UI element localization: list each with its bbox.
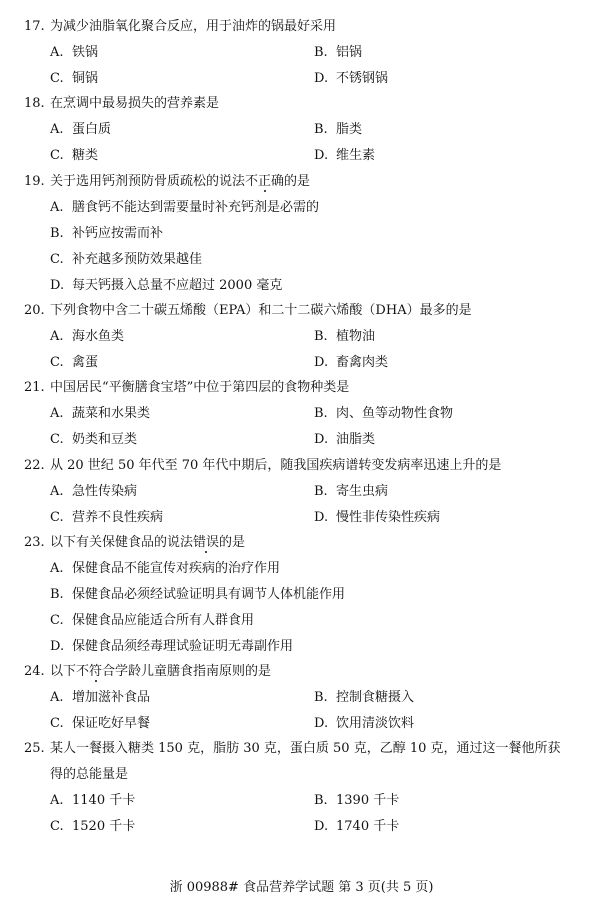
question-23 — [24, 530, 584, 660]
question-text: 从 20 世纪 50 年代至 70 年代中期后，随我国疾病谱转变发病率迅速上升的是 — [50, 458, 502, 473]
question-number: 21. — [24, 380, 45, 395]
question-21 — [24, 375, 584, 453]
option-c: C. 糖类 — [50, 148, 99, 163]
question-text-end: 的是 — [284, 174, 311, 189]
question-text: 为减少油脂氧化聚合反应，用于油炸的锅最好采用 — [50, 19, 337, 34]
option-a: A. 急性传染病 — [50, 484, 138, 499]
question-number: 22. — [24, 458, 45, 473]
option-d: D. 不锈钢锅 — [314, 71, 389, 86]
option-d: D. 保健食品须经毒理试验证明无毒副作用 — [50, 639, 294, 654]
question-22 — [24, 453, 584, 531]
option-b: B. 肉、鱼等动物性食物 — [314, 406, 454, 421]
option-b: B. 控制食糖摄入 — [314, 690, 415, 705]
question-24 — [24, 659, 584, 737]
option-a: A. 膳食钙不能达到需要量时补充钙剂是必需的 — [50, 200, 320, 215]
question-number: 19. — [24, 174, 45, 189]
option-b: B. 寄生虫病 — [314, 484, 389, 499]
option-c: C. 禽蛋 — [50, 355, 99, 370]
option-a: A. 蛋白质 — [50, 122, 112, 137]
question-18 — [24, 91, 584, 169]
option-c: C. 补充越多预防效果越佳 — [50, 252, 203, 267]
question-stem — [24, 530, 584, 556]
option-d: D. 畜禽肉类 — [314, 355, 389, 370]
question-stem — [24, 659, 584, 685]
question-text-continued: 得的总能量是 — [50, 767, 129, 782]
question-text: 关于选用钙剂预防骨质疏松的说法 — [50, 174, 246, 189]
option-b: B. 铝锅 — [314, 45, 363, 60]
question-stem — [24, 736, 584, 762]
emphasis-text: 不符合 — [76, 664, 116, 679]
option-a: A. 保健食品不能宣传对疾病的治疗作用 — [50, 561, 281, 576]
option-d: D. 饮用清淡饮料 — [314, 716, 415, 731]
question-number: 23. — [24, 535, 45, 550]
option-a: A. 海水鱼类 — [50, 329, 125, 344]
question-text: 中国居民“平衡膳食宝塔”中位于第四层的食物种类是 — [50, 380, 350, 395]
option-c: C. 铜锅 — [50, 71, 99, 86]
question-text: 以下 — [50, 664, 77, 679]
emphasis-text: 错误 — [193, 535, 220, 550]
option-a: A. 蔬菜和水果类 — [50, 406, 151, 421]
option-d: D. 油脂类 — [314, 432, 376, 447]
question-number: 17. — [24, 19, 45, 34]
option-b: B. 1390 千卡 — [314, 793, 400, 808]
question-stem — [24, 298, 584, 324]
option-d: D. 每天钙摄入总量不应超过 2000 毫克 — [50, 278, 283, 293]
emphasis-text: 不正确 — [245, 174, 285, 189]
option-d: D. 慢性非传染性疾病 — [314, 510, 441, 525]
question-stem — [24, 169, 584, 195]
question-19 — [24, 169, 584, 299]
question-text-end: 的是 — [219, 535, 246, 550]
option-c: C. 保证吃好早餐 — [50, 716, 151, 731]
option-a: A. 增加滋补食品 — [50, 690, 151, 705]
question-number: 25. — [24, 741, 45, 756]
question-17 — [24, 14, 584, 92]
option-d: D. 1740 千卡 — [314, 819, 400, 834]
option-b: B. 脂类 — [314, 122, 363, 137]
question-number: 20. — [24, 303, 45, 318]
option-a: A. 铁锅 — [50, 45, 99, 60]
question-number: 18. — [24, 96, 45, 111]
question-stem — [24, 91, 584, 117]
question-text: 某人一餐摄入糖类 150 克，脂肪 30 克，蛋白质 50 克，乙醇 10 克，通过这一餐他所获 — [50, 741, 561, 756]
question-20 — [24, 298, 584, 376]
option-c: C. 奶类和豆类 — [50, 432, 138, 447]
question-stem — [24, 14, 584, 40]
option-b: B. 植物油 — [314, 329, 376, 344]
option-a: A. 1140 千卡 — [50, 793, 136, 808]
option-d: D. 维生素 — [314, 148, 376, 163]
option-b: B. 补钙应按需而补 — [50, 226, 164, 241]
question-stem — [24, 453, 584, 479]
option-c: C. 营养不良性疾病 — [50, 510, 164, 525]
question-number: 24. — [24, 664, 45, 679]
option-b: B. 保健食品必须经试验证明具有调节人体机能作用 — [50, 587, 346, 602]
question-text-end: 学龄儿童膳食指南原则的是 — [115, 664, 272, 679]
page-footer: 浙 00988# 食品营养学试题 第 3 页(共 5 页) — [169, 880, 434, 895]
option-c: C. 保健食品应能适合所有人群食用 — [50, 613, 255, 628]
question-text: 以下有关保健食品的说法 — [50, 535, 194, 550]
question-stem — [24, 375, 584, 401]
question-text: 下列食物中含二十碳五烯酸（EPA）和二十二碳六烯酸（DHA）最多的是 — [50, 303, 472, 318]
question-25 — [24, 736, 584, 840]
question-text: 在烹调中最易损失的营养素是 — [50, 96, 220, 111]
option-c: C. 1520 千卡 — [50, 819, 136, 834]
